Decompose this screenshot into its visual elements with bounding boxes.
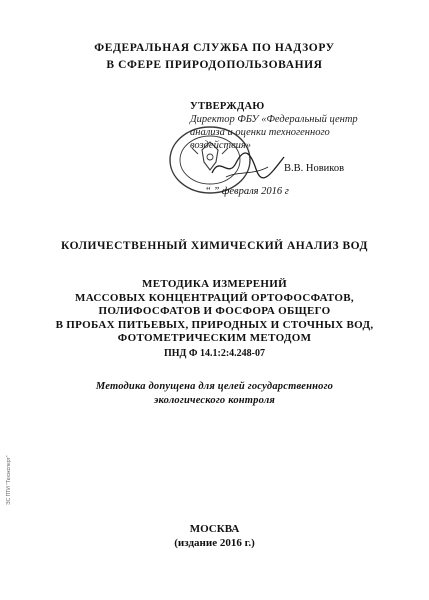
method-line-4: В ПРОБАХ ПИТЬЕВЫХ, ПРИРОДНЫХ И СТОЧНЫХ ВОД,: [55, 318, 374, 331]
approval-position-line-3: воздействия»: [190, 140, 252, 151]
admission-note: [0, 380, 429, 408]
method-line-1: МЕТОДИКА ИЗМЕРЕНИЙ: [142, 278, 287, 290]
document-code: ПНД Ф 14.1:2:4.248-07: [163, 348, 265, 359]
signer-name: В.В. Новиков: [284, 163, 345, 174]
agency-line-1: ФЕДЕРАЛЬНАЯ СЛУЖБА ПО НАДЗОРУ: [94, 42, 335, 54]
approval-position-line-1: Директор ФБУ «Федеральный центр: [190, 114, 358, 125]
approval-position-line-2: анализа и оценки техногенного: [190, 127, 330, 138]
agency-line-2: В СФЕРЕ ПРИРОДОПОЛЬЗОВАНИЯ: [106, 59, 323, 71]
method-line-5: ФОТОМЕТРИЧЕСКИМ МЕТОДОМ: [117, 332, 312, 344]
edition-note: (издание 2016 г.): [174, 537, 255, 549]
publication-footer: [0, 522, 429, 550]
side-watermark: ЭС ПТИ "Техэксперт": [6, 455, 12, 505]
method-title: [0, 278, 429, 346]
approval-heading: УТВЕРЖДАЮ: [190, 101, 265, 112]
agency-header: [0, 40, 429, 74]
analysis-title: КОЛИЧЕСТВЕННЫЙ ХИМИЧЕСКИЙ АНАЛИЗ ВОД: [61, 240, 368, 252]
approval-block: [190, 100, 415, 152]
city-name: МОСКВА: [189, 523, 240, 535]
admission-line-2: экологического контроля: [153, 395, 276, 406]
method-line-3: ПОЛИФОСФАТОВ И ФОСФОРА ОБЩЕГО: [98, 305, 331, 317]
admission-line-1: Методика допущена для целей государственного: [95, 381, 334, 392]
method-line-2: МАССОВЫХ КОНЦЕНТРАЦИЙ ОРТОФОСФАТОВ,: [75, 291, 354, 304]
approval-date: “ ” февраля 2016 г: [205, 186, 289, 197]
